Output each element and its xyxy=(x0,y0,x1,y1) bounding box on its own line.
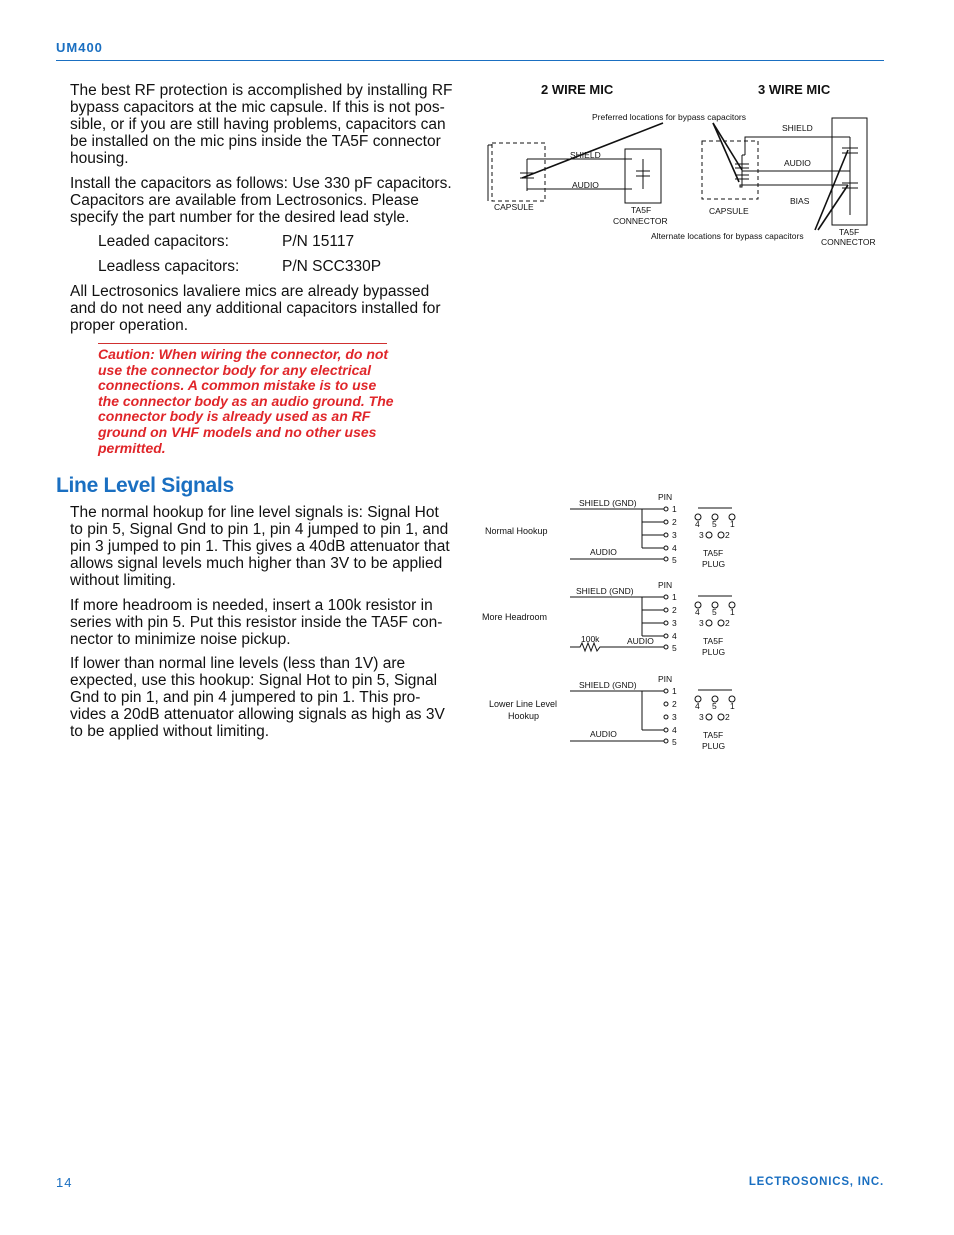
caution-line: the connector body as an audio ground. The xyxy=(98,392,394,409)
plug-pin-number: 2 xyxy=(725,618,730,628)
pin-number: 1 xyxy=(672,686,677,696)
audio-label-3wire: AUDIO xyxy=(784,158,811,168)
ta5f-label-2wire: TA5F xyxy=(631,205,652,215)
pin-label: PIN xyxy=(658,492,673,502)
alternate-locations-note: Alternate locations for bypass capacitors xyxy=(651,231,804,241)
text-line: be installed on the mic pins inside the TA5F connector xyxy=(70,133,441,150)
text-line: All Lectrosonics lavaliere mics are already bypassed xyxy=(70,283,430,300)
intro-paragraph-1 xyxy=(70,82,462,167)
text-line: Install the capacitors as follows: Use 330 pF capacitors. xyxy=(70,175,452,192)
normal-hookup-label: Normal Hookup xyxy=(485,526,548,536)
text-line: bypass capacitors at the mic capsule. If this is not pos- xyxy=(70,99,445,116)
plug-pin-number: 3 xyxy=(699,530,704,540)
more-headroom-label: More Headroom xyxy=(482,612,548,622)
text-line: If lower than normal line levels (less than 1V) are xyxy=(70,655,406,672)
header-rule xyxy=(56,60,884,61)
text-line: If more headroom is needed, insert a 100k resistor in xyxy=(70,597,433,614)
line-level-paragraph-2 xyxy=(70,597,462,648)
plug-pin-number: 5 xyxy=(712,607,717,617)
plug-ta5f-label: TA5F xyxy=(703,636,724,646)
pin-number: 3 xyxy=(672,712,677,722)
pin-number: 3 xyxy=(672,618,677,628)
pointer-preferred-2wire xyxy=(522,123,663,178)
text-line: housing. xyxy=(70,150,129,167)
leaded-part-number: P/N 15117 xyxy=(282,233,355,250)
plug-pin-number: 1 xyxy=(730,607,735,617)
caution-line: ground on VHF models and no other uses xyxy=(98,423,377,440)
connector-label-3wire: CONNECTOR xyxy=(821,237,876,247)
pin-number: 2 xyxy=(672,605,677,615)
normal-hookup-diagram xyxy=(485,492,735,569)
text-line: specify the part number for the desired lead style. xyxy=(70,209,410,226)
caution-line: Caution: When wiring the connector, do not xyxy=(98,346,389,362)
shield-gnd-label: SHIELD (GND) xyxy=(579,498,637,508)
page-number: 14 xyxy=(56,1175,73,1190)
text-line: to pin 5, Signal Gnd to pin 1, pin 4 jumped to pin 1, and xyxy=(70,521,449,538)
bypass-capacitors-capsule-3wire xyxy=(735,155,749,183)
text-line: proper operation. xyxy=(70,317,189,334)
plug-pin-number: 4 xyxy=(695,607,700,617)
lower-line-level-diagram xyxy=(489,674,735,751)
leadless-part-number: P/N SCC330P xyxy=(282,258,382,275)
bypass-capacitors-connector-3wire xyxy=(842,137,858,215)
text-line: without limiting. xyxy=(70,572,176,589)
text-line: to be applied without limiting. xyxy=(70,723,270,740)
hookup-diagrams xyxy=(470,485,770,760)
pin-number: 2 xyxy=(672,699,677,709)
plug-pin-number: 5 xyxy=(712,519,717,529)
lower-line-level-label-1: Lower Line Level xyxy=(489,699,558,709)
caution-rule xyxy=(98,343,387,344)
pin-number: 5 xyxy=(672,643,677,653)
text-line: sible, or if you are still having problems, capacitors can xyxy=(70,116,446,133)
leaded-capacitor-row xyxy=(98,233,355,250)
bypass-capacitor-connector-2wire xyxy=(636,159,650,189)
pointer-alternate-b xyxy=(818,185,848,230)
leaded-label: Leaded capacitors: xyxy=(98,233,229,250)
caution-line: use the connector body for any electrical xyxy=(98,361,372,378)
text-line: and do not need any additional capacitors installed for xyxy=(70,300,441,317)
plug-plug-label: PLUG xyxy=(702,559,726,569)
pin-number: 4 xyxy=(672,543,677,553)
text-line: vides a 20dB attenuator allowing signals as high as 3V xyxy=(70,706,445,723)
plug-pin-number: 2 xyxy=(725,530,730,540)
plug-pin-number: 4 xyxy=(695,519,700,529)
wire-shield-3wire xyxy=(745,137,850,155)
pin-label: PIN xyxy=(658,674,673,684)
pin-label: PIN xyxy=(658,580,673,590)
title-3-wire: 3 WIRE MIC xyxy=(758,82,831,97)
intro-paragraph-2 xyxy=(70,175,462,226)
caution-line: permitted. xyxy=(98,439,166,456)
text-line: allows signal levels much higher than 3V to be applied xyxy=(70,555,443,572)
text-line: Capacitors are available from Lectrosonics. Please xyxy=(70,192,419,209)
plug-pin-number: 1 xyxy=(730,519,735,529)
pin-number: 5 xyxy=(672,555,677,565)
text-line: The normal hookup for line level signals is: Signal Hot xyxy=(70,504,439,521)
caution-line: connections. A common mistake is to use xyxy=(98,377,377,394)
ta5f-label-3wire: TA5F xyxy=(839,227,860,237)
text-line: The best RF protection is accomplished by installing RF xyxy=(70,82,453,99)
capsule-label-3wire: CAPSULE xyxy=(709,206,749,216)
pin-number: 1 xyxy=(672,504,677,514)
shield-label-3wire: SHIELD xyxy=(782,123,813,133)
plug-plug-label: PLUG xyxy=(702,647,726,657)
caution-line: connector body is already used as an RF xyxy=(98,408,371,425)
audio-label-2wire: AUDIO xyxy=(572,180,599,190)
pin-column xyxy=(664,686,677,747)
plug-plug-label: PLUG xyxy=(702,741,726,751)
audio-label: AUDIO xyxy=(590,547,617,557)
pin-number: 3 xyxy=(672,530,677,540)
footer-brand: LECTROSONICS, INC. xyxy=(748,1176,884,1188)
plug-pin-number: 5 xyxy=(712,701,717,711)
title-2-wire: 2 WIRE MIC xyxy=(541,82,614,97)
ta5f-plug-face xyxy=(695,596,735,628)
line-level-paragraph-1 xyxy=(70,504,462,589)
plug-ta5f-label: TA5F xyxy=(703,730,724,740)
leadless-capacitor-row xyxy=(98,258,382,275)
plug-pin-number: 3 xyxy=(699,618,704,628)
ta5f-plug-face xyxy=(695,508,735,540)
text-line: pin 3 jumped to pin 1. This gives a 40dB attenuator that xyxy=(70,538,450,555)
pin-number: 4 xyxy=(672,725,677,735)
pointer-preferred-3wire-a xyxy=(713,123,742,170)
pin-number: 2 xyxy=(672,517,677,527)
line-level-paragraph-3 xyxy=(70,655,462,740)
leadless-label: Leadless capacitors: xyxy=(98,258,240,275)
shield-gnd-label: SHIELD (GND) xyxy=(576,586,634,596)
intro-paragraph-3 xyxy=(70,283,462,334)
preferred-locations-note: Preferred locations for bypass capacitors xyxy=(592,112,747,122)
bias-label-3wire: BIAS xyxy=(790,196,810,206)
plug-pin-number: 3 xyxy=(699,712,704,722)
mic-wiring-diagram xyxy=(480,75,890,255)
pin-column xyxy=(664,504,677,565)
pin-number: 1 xyxy=(672,592,677,602)
resistor-label: 100k xyxy=(581,634,600,644)
text-line: Gnd to pin 1, and pin 4 jumpered to pin 1. This pro- xyxy=(70,689,421,706)
audio-label: AUDIO xyxy=(590,729,617,739)
ta5f-plug-face xyxy=(695,690,735,722)
plug-pin-number: 2 xyxy=(725,712,730,722)
pin-number: 4 xyxy=(672,631,677,641)
text-line: nector to minimize noise pickup. xyxy=(70,631,291,648)
bypass-capacitor-capsule-2wire xyxy=(520,159,534,191)
text-line: series with pin 5. Put this resistor inside the TA5F con- xyxy=(70,614,443,631)
connector-label-2wire: CONNECTOR xyxy=(613,216,668,226)
pin-number: 5 xyxy=(672,737,677,747)
audio-label: AUDIO xyxy=(627,636,654,646)
pin-column xyxy=(664,592,677,653)
header-model: UM400 xyxy=(56,40,103,55)
capsule-label-2wire: CAPSULE xyxy=(494,202,534,212)
plug-pin-number: 1 xyxy=(730,701,735,711)
more-headroom-diagram xyxy=(482,580,735,657)
shield-gnd-label: SHIELD (GND) xyxy=(579,680,637,690)
text-line: expected, use this hookup: Signal Hot to pin 5, Signal xyxy=(70,672,438,689)
plug-pin-number: 4 xyxy=(695,701,700,711)
section-title: Line Level Signals xyxy=(56,474,234,497)
plug-ta5f-label: TA5F xyxy=(703,548,724,558)
lower-line-level-label-2: Hookup xyxy=(508,711,540,721)
shield-label-2wire: SHIELD xyxy=(570,150,601,160)
pointer-preferred-3wire-b xyxy=(713,123,739,182)
caution-note xyxy=(98,347,403,456)
